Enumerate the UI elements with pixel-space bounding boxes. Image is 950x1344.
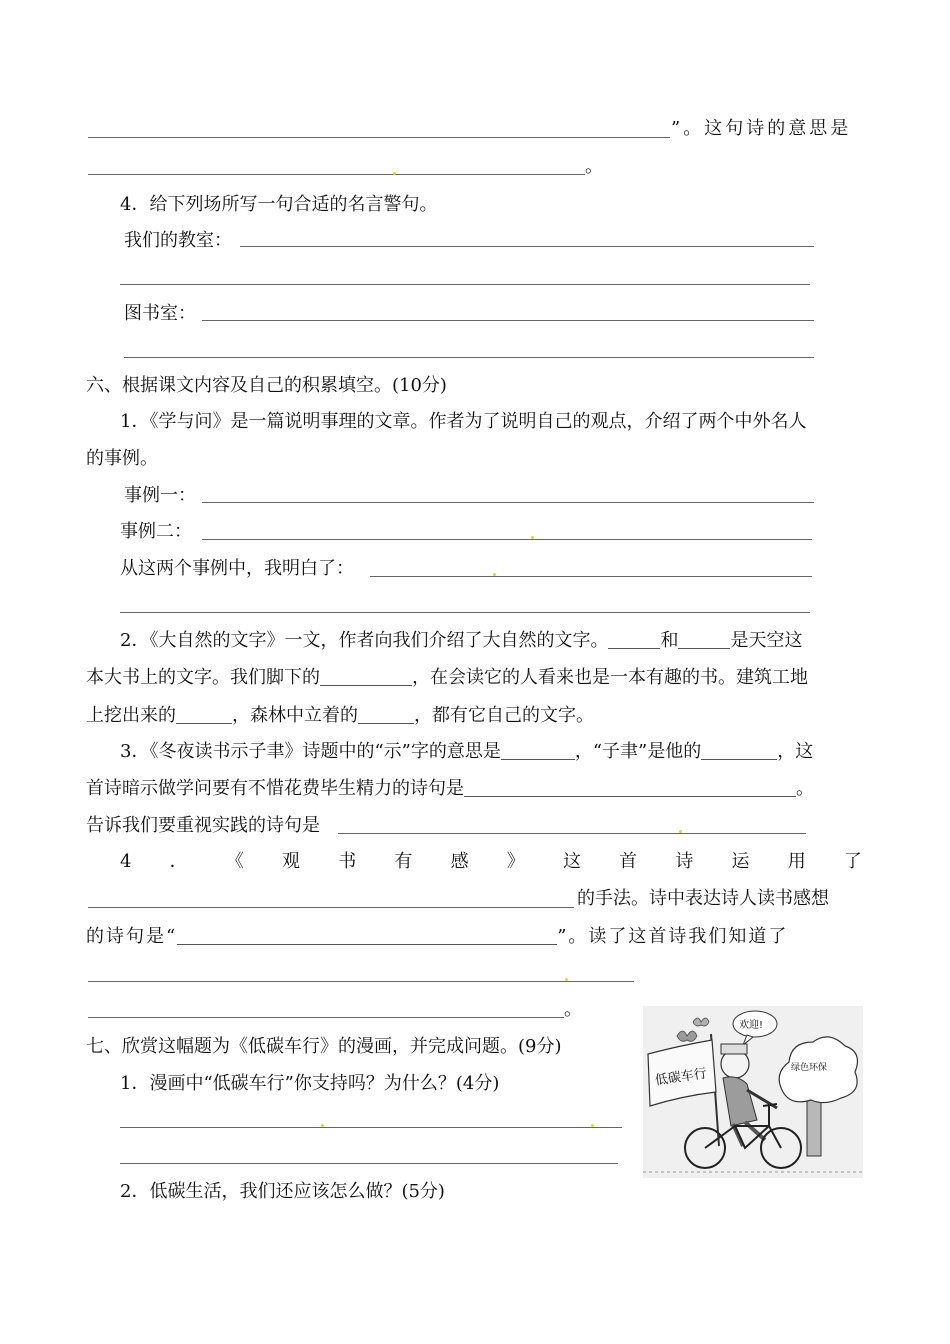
s6-q4-text-b: 的手法。诗中表达诗人读书感想 [577,888,829,909]
section-7-title: 七、欣赏这幅题为《低碳车行》的漫画，并完成问题。(9分) [86,1036,562,1057]
s6-q2-line1 [120,629,802,653]
s6-q3-text-e: 。 [796,778,814,799]
s6-q3-line2 [86,777,814,801]
blank-ziyu-relation[interactable] [701,741,777,760]
learned-poem-answer-line-2[interactable] [88,1017,564,1018]
section-6-title: 六、根据课文内容及自己的积累填空。(10分) [86,375,447,396]
s6-q2-text-h: ，都有它自己的文字。 [414,705,594,726]
example-1-label: 事例一： [124,485,196,506]
scan-speck [393,172,396,175]
scan-speck [565,978,568,981]
learned-answer-line[interactable] [370,576,812,577]
example-2-answer-line[interactable] [202,539,812,540]
s6-q4-char: 运 [731,851,750,872]
scan-speck [679,830,682,833]
s6-q4-line3 [86,925,788,949]
learned-answer-line-2[interactable] [120,612,810,613]
example-1-answer-line[interactable] [202,502,814,503]
blank-sky-1[interactable] [608,630,660,649]
s6-q4-char: 4 [120,851,132,872]
speech-text: 欢迎! [739,1020,764,1031]
tree-text: 绿色环保 [791,1063,828,1073]
q5-line1-end: ”。这句诗的意思是 [671,118,852,139]
s6-q4-char: 用 [787,851,806,872]
s6-q2-text-f: 上挖出来的 [86,705,176,726]
classroom-label: 我们的教室： [124,230,232,251]
s6-q4-char: 诗 [675,851,694,872]
library-label: 图书室： [124,303,196,324]
s6-q3-text-b: ，“子聿”是他的 [574,741,702,762]
s6-q4-line1 [120,850,862,874]
answer-line[interactable] [88,174,585,175]
s6-q4-char: 书 [338,851,357,872]
answer-line[interactable] [88,137,670,138]
s6-q3-text-a: 3．《冬夜读书示子聿》诗题中的“示”字的意思是 [120,741,501,762]
scan-speck [493,573,496,576]
s6-q2-text-a: 2．《大自然的文字》一文，作者向我们介绍了大自然的文字。 [120,630,609,651]
s6-q4-char: 》 [506,851,525,872]
s6-q4-char: 感 [450,851,469,872]
s6-q2-text-g: ，森林中立着的 [232,705,358,726]
s7-q2: 2．低碳生活，我们还应该怎么做？(5分) [120,1181,445,1202]
learned-poem-answer-line[interactable] [88,981,634,982]
example-2-label: 事例二： [120,521,192,542]
s6-q4-char: 观 [282,851,301,872]
blank-construction[interactable] [176,705,232,724]
blank-shi-meaning[interactable] [501,741,575,760]
flag-text: 低碳车行 [654,1066,708,1089]
blank-ground[interactable] [320,667,412,686]
s6-q2-line2 [86,666,808,690]
s6-q3-line1 [120,740,813,764]
s6-q1-line2: 的事例。 [86,448,158,469]
practice-line-answer[interactable] [338,833,806,834]
blank-forest[interactable] [358,705,414,724]
s6-q3-text-d: 首诗暗示做学问要有不惜花费毕生精力的诗句是 [86,778,464,799]
blank-poem-line[interactable] [177,926,557,945]
s7-q1-answer-line[interactable] [120,1127,622,1128]
classroom-answer-line[interactable] [240,246,814,247]
s6-q4-text-d: ”。读了这首诗我们知道了 [557,926,789,947]
q5-q4-prompt: 4．给下列场所写一句合适的名言警句。 [120,194,438,215]
blank-lifelong-line[interactable] [464,778,796,797]
low-carbon-cartoon-image [643,1006,863,1178]
s6-q2-text-c: 是天空这 [730,630,803,651]
learned-label: 从这两个事例中，我明白了： [120,558,354,579]
blank-sky-2[interactable] [678,630,730,649]
s6-q1-line1: 1．《学与问》是一篇说明事理的文章。作者为了说明自己的观点，介绍了两个中外名人 [120,411,807,432]
s6-q3-line3-label: 告诉我们要重视实践的诗句是 [86,815,320,836]
s6-q2-text-e: ，在会读它的人看来也是一本有趣的书。建筑工地 [412,667,808,688]
s6-q4-char: 这 [562,851,581,872]
s6-q4-char: 首 [619,851,638,872]
scan-speck [321,1124,324,1127]
s7-q1: 1．漫画中“低碳车行”你支持吗？为什么？(4分) [120,1073,500,1094]
scan-speck [531,536,534,539]
s6-q2-line3 [86,704,594,728]
s7-q1-answer-line-2[interactable] [120,1163,618,1164]
s6-q4-char: ． [169,851,188,872]
technique-answer-line[interactable] [88,907,574,908]
s6-q3-text-c: ，这 [777,741,814,762]
library-answer-line-2[interactable] [124,357,814,358]
s6-q2-text-b: 和 [660,630,679,651]
s6-q4-char: 了 [843,851,862,872]
s6-q4-text-e: 。 [564,999,582,1020]
s6-q2-text-d: 本大书上的文字。我们脚下的 [86,667,320,688]
s6-q4-char: 《 [225,851,244,872]
classroom-answer-line-2[interactable] [120,284,810,285]
q5-line2-end: 。 [585,156,603,177]
s6-q4-char: 有 [394,851,413,872]
s6-q4-text-c: 的诗句是“ [86,926,178,947]
scan-speck [591,1124,594,1127]
library-answer-line[interactable] [202,320,814,321]
